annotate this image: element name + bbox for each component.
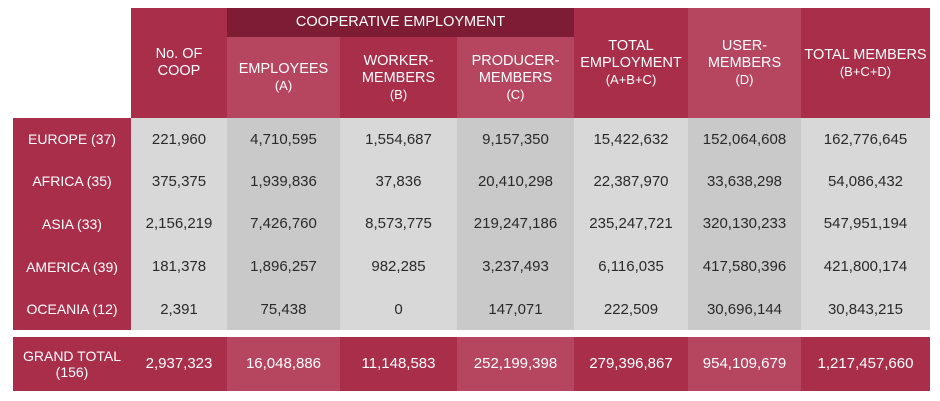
header-line: MEMBERS bbox=[478, 69, 553, 86]
header-sub: (B) bbox=[389, 86, 408, 102]
header-cooperative-employment bbox=[227, 8, 574, 37]
table-cell: 4,710,595 bbox=[227, 118, 340, 160]
header-no-of-coop bbox=[131, 8, 227, 118]
header-line: COOP bbox=[157, 63, 201, 79]
grand-total-cell: 11,148,583 bbox=[340, 337, 457, 391]
table-cell: 222,509 bbox=[574, 288, 688, 330]
grand-total-cell: 252,199,398 bbox=[457, 337, 574, 391]
table-cell: 147,071 bbox=[457, 288, 574, 330]
grand-total-cell: 279,396,867 bbox=[574, 337, 688, 391]
table-cell: 1,896,257 bbox=[227, 245, 340, 288]
header-sub: (D) bbox=[735, 72, 754, 88]
table-cell: 421,800,174 bbox=[801, 245, 930, 288]
header-line: MEMBERS bbox=[707, 55, 782, 72]
table-cell: 982,285 bbox=[340, 245, 457, 288]
header-line: MEMBERS bbox=[361, 69, 436, 86]
table-cell: 1,554,687 bbox=[340, 118, 457, 160]
table-cell: 235,247,721 bbox=[574, 202, 688, 245]
table-cell: 219,247,186 bbox=[457, 202, 574, 245]
table-cell: 2,156,219 bbox=[131, 202, 227, 245]
row-label: OCEANIA (12) bbox=[13, 288, 131, 330]
header-total-members bbox=[801, 8, 930, 118]
grand-total-cell: 2,937,323 bbox=[131, 337, 227, 391]
table-cell: 6,116,035 bbox=[574, 245, 688, 288]
table-cell: 3,237,493 bbox=[457, 245, 574, 288]
table-cell: 1,939,836 bbox=[227, 160, 340, 202]
table-cell: 2,391 bbox=[131, 288, 227, 330]
header-line: No. OF bbox=[155, 45, 203, 62]
table-cell: 20,410,298 bbox=[457, 160, 574, 202]
table-cell: 30,843,215 bbox=[801, 288, 930, 330]
grand-total-label-line: (156) bbox=[55, 364, 89, 380]
header-line: TOTAL bbox=[608, 38, 654, 55]
header-sub: (B+C+D) bbox=[839, 63, 892, 79]
header-line: USER- bbox=[721, 38, 768, 55]
table-cell: 15,422,632 bbox=[574, 118, 688, 160]
header-line: WORKER- bbox=[363, 52, 434, 69]
table-cell: 9,157,350 bbox=[457, 118, 574, 160]
table-cell: 8,573,775 bbox=[340, 202, 457, 245]
table-cell: 7,426,760 bbox=[227, 202, 340, 245]
grand-total-label-line: GRAND TOTAL bbox=[22, 347, 122, 364]
header-sub: (C) bbox=[506, 86, 525, 102]
table-cell: 152,064,608 bbox=[688, 118, 801, 160]
table-cell: 54,086,432 bbox=[801, 160, 930, 202]
header-user-members bbox=[688, 8, 801, 118]
header-employees bbox=[227, 37, 340, 118]
grand-total-cell: 954,109,679 bbox=[688, 337, 801, 391]
row-label: EUROPE (37) bbox=[13, 118, 131, 160]
grand-total-label bbox=[13, 337, 131, 391]
row-label: AFRICA (35) bbox=[13, 160, 131, 202]
header-sub: (A+B+C) bbox=[605, 72, 657, 88]
table-cell: 181,378 bbox=[131, 245, 227, 288]
table-cell: 30,696,144 bbox=[688, 288, 801, 330]
header-line: EMPLOYEES bbox=[238, 61, 329, 78]
row-label: ASIA (33) bbox=[13, 202, 131, 245]
grand-total-cell: 1,217,457,660 bbox=[801, 337, 930, 391]
group-label: COOPERATIVE EMPLOYMENT bbox=[295, 13, 506, 30]
table-cell: 0 bbox=[340, 288, 457, 330]
grand-total-cell: 16,048,886 bbox=[227, 337, 340, 391]
header-line: PRODUCER- bbox=[471, 52, 560, 69]
table-cell: 37,836 bbox=[340, 160, 457, 202]
table-cell: 320,130,233 bbox=[688, 202, 801, 245]
table-cell: 375,375 bbox=[131, 160, 227, 202]
table-cell: 221,960 bbox=[131, 118, 227, 160]
header-producer-members bbox=[457, 37, 574, 118]
header-worker-members bbox=[340, 37, 457, 118]
header-line: TOTAL MEMBERS bbox=[804, 46, 927, 63]
header-total-employment bbox=[574, 8, 688, 118]
table-cell: 417,580,396 bbox=[688, 245, 801, 288]
table-cell: 75,438 bbox=[227, 288, 340, 330]
header-sub: (A) bbox=[274, 78, 293, 94]
row-label: AMERICA (39) bbox=[13, 245, 131, 288]
table-cell: 22,387,970 bbox=[574, 160, 688, 202]
table-cell: 547,951,194 bbox=[801, 202, 930, 245]
header-line: EMPLOYMENT bbox=[580, 55, 682, 72]
table-cell: 33,638,298 bbox=[688, 160, 801, 202]
table-cell: 162,776,645 bbox=[801, 118, 930, 160]
